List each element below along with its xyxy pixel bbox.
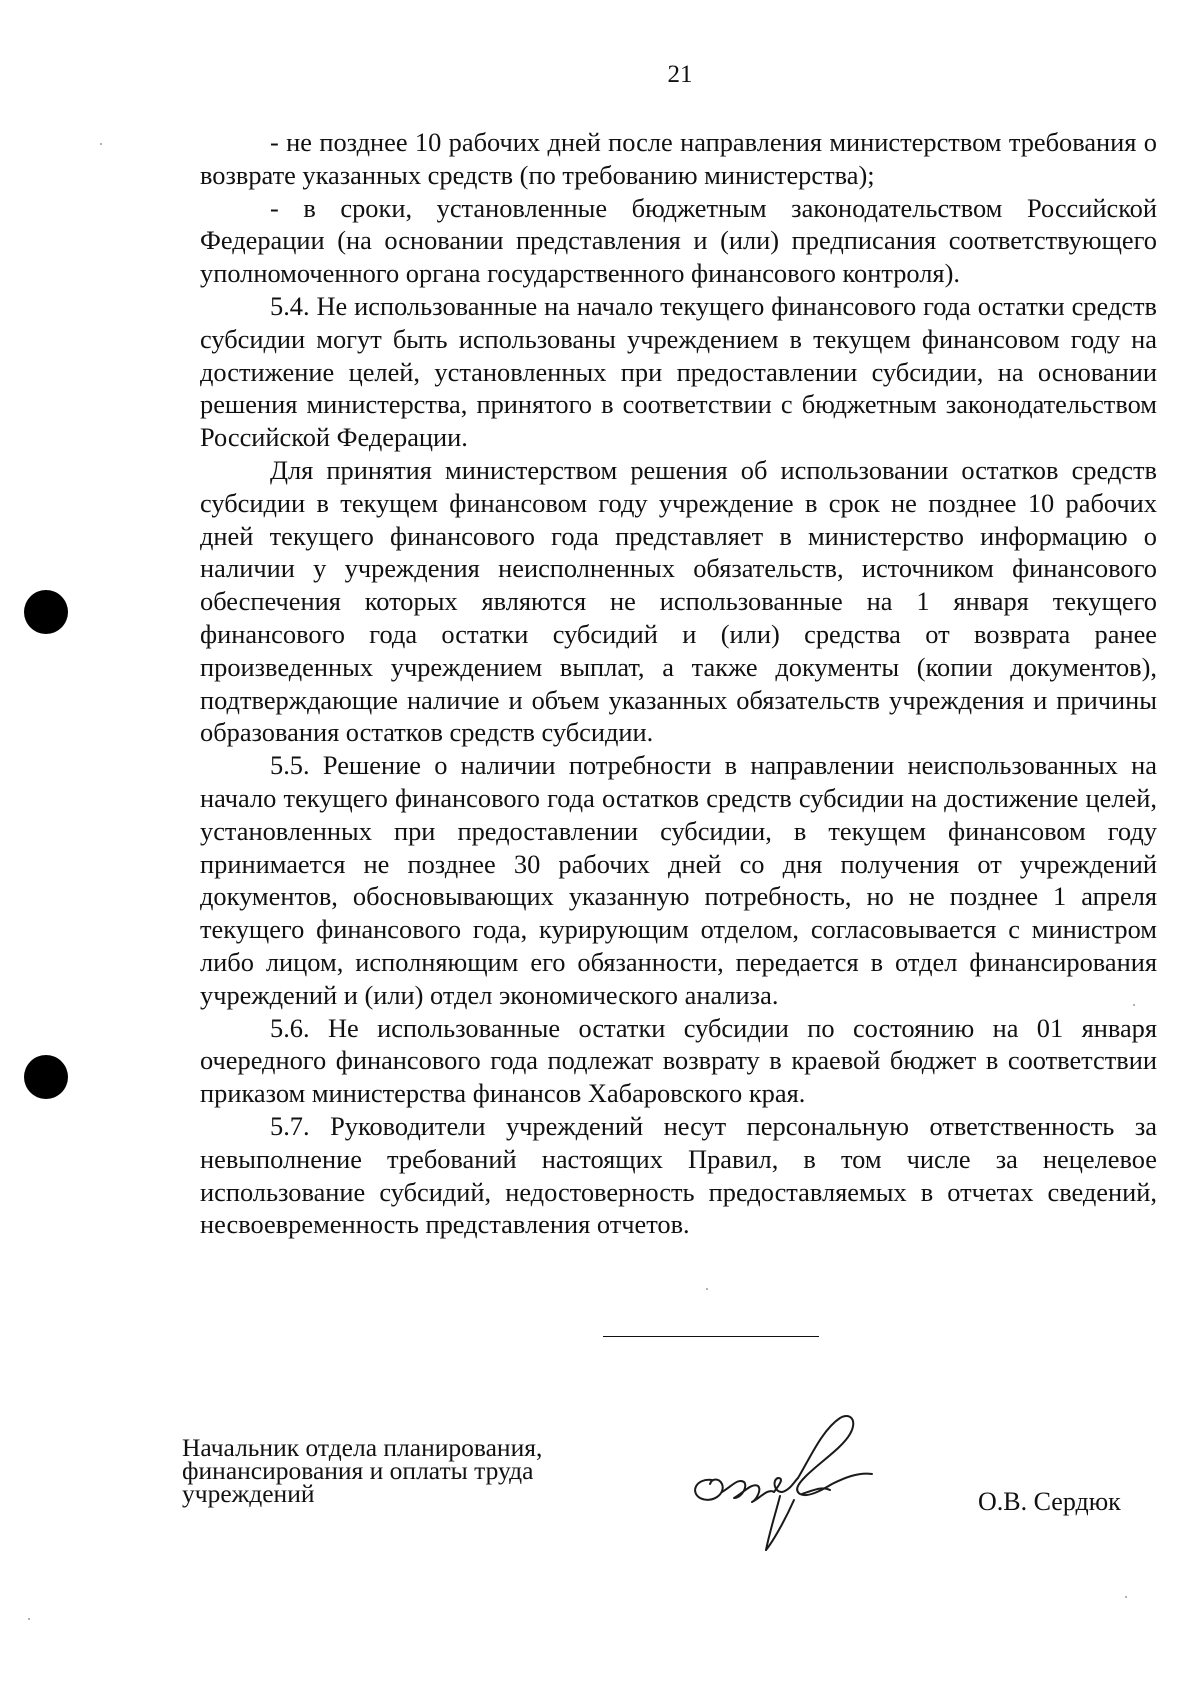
scan-speck <box>1125 1596 1127 1598</box>
paragraph-5-5: 5.5. Решение о наличии потребности в направлении неиспользованных на начало текущего финансового года остатков средств субсидии на достижение целей, установленных при предоставлении субсидии, в текущем финансовом году принимается не позднее 30 рабочих дней со дня получения от учреждений документов, обосновывающих указанную потребность, но не позднее 1 апреля текущего финансового года, курирующим отделом, согласовывается с министром либо лицом, исполняющим его обязанности, передается в отдел финансирования учреждений и (или) отдел экономического анализа. <box>200 750 1157 1010</box>
paragraph-5-4: 5.4. Не использованные на начало текущего финансового года остатки средств субсидии могут быть использованы учреждением в текущем финансовом году на достижение целей, установленных при предоставлении субсидии, на основании решения министерства, принятого в соответствии с бюджетным законодательством Российской Федерации. <box>200 290 1157 453</box>
paragraph-5-6: 5.6. Не использованные остатки субсидии по состоянию на 01 января очередного финансового года подлежат возврату в краевой бюджет в соответствии приказом министерства финансов Хабаровского края. <box>200 1012 1157 1109</box>
handwritten-signature <box>682 1408 902 1558</box>
scan-speck <box>100 143 102 145</box>
signatory-position-line: финансирования и оплаты труда <box>182 1456 534 1485</box>
paragraph-refund-deadline: - не позднее 10 рабочих дней после направления министерством требования о возврате указанных средств (по требованию министерства); <box>200 127 1157 190</box>
end-of-text-separator <box>603 1336 819 1337</box>
signatory-name: О.В. Сердюк <box>978 1487 1121 1516</box>
paragraph-5-7: 5.7. Руководители учреждений несут персональную ответственность за невыполнение требований настоящих Правил, в том числе за нецелевое использование субсидий, недостоверность предоставляемых в отчетах сведений, несвоевременность представления отчетов. <box>200 1110 1157 1240</box>
paragraph-refund-budget-terms: - в сроки, установленные бюджетным законодательством Российской Федерации (на основании представления и (или) предписания соответствующего уполномоченного органа государственного финансового контроля). <box>200 192 1157 289</box>
signatory-position-line: учреждений <box>182 1479 315 1508</box>
page-number: 21 <box>667 61 693 88</box>
paragraph-5-4-procedure: Для принятия министерством решения об использовании остатков средств субсидии в текущем финансовом году учреждение в срок не позднее 10 рабочих дней текущего финансового года представляет в министерство информацию о наличии у учреждения неисполненных обязательств, источником финансового обеспечения которых являются не использованные на 1 января текущего финансового года остатки субсидий и (или) средства от возврата ранее произведенных учреждением выплат, а также документы (копии документов), подтверждающие наличие и объем указанных обязательств учреждения и причины образования остатков средств субсидии. <box>200 454 1157 748</box>
signatory-position-line: Начальник отдела планирования, <box>182 1433 543 1462</box>
scan-speck <box>1133 1004 1135 1006</box>
signatory-position <box>182 1433 622 1508</box>
punch-hole <box>24 590 68 634</box>
punch-hole <box>24 1055 68 1099</box>
document-body <box>200 126 1157 1241</box>
scan-speck <box>706 1288 708 1290</box>
scan-speck <box>28 1618 30 1620</box>
